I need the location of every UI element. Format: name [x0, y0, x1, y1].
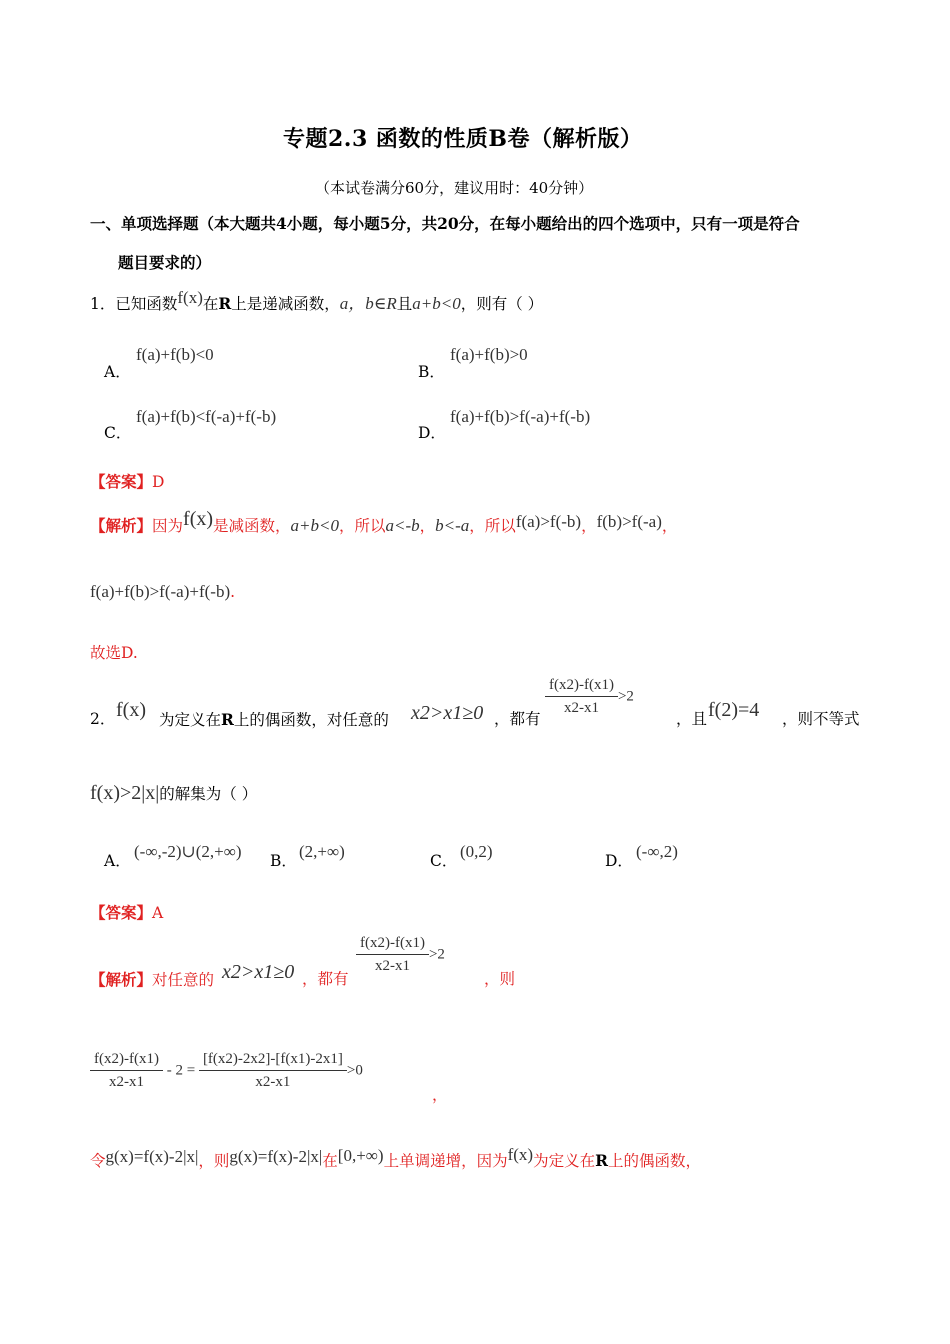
analysis-2-line3: 令g(x)=f(x)-2|x|，则g(x)=f(x)-2|x|在[0,+∞)上单调递增，因为f(x)为定义在R上的偶函数， [90, 1145, 701, 1170]
option-d: f(a)+f(b)>f(-a)+f(-b) [450, 407, 591, 426]
option-b: f(a)+f(b)>0 [450, 345, 528, 364]
question-2-number: 2． [90, 710, 116, 728]
answer-tag: 【答案】 [90, 472, 153, 491]
section-heading: 一、单项选择题（本大题共4小题，每小题5分，共20分，在每小题给出的四个选项中，只有一项是符合 [90, 214, 800, 233]
analysis-1-line2: f(a)+f(b)>f(-a)+f(-b). [90, 582, 236, 601]
q2-option-a: (-∞,-2)∪(2,+∞) [134, 842, 242, 861]
equation-comma: ， [432, 1086, 448, 1104]
question-2-stem-2: ，都有 [494, 710, 541, 728]
math-fx: f(x) [116, 699, 146, 721]
option-c: f(a)+f(b)<f(-a)+f(-b) [136, 407, 277, 426]
q2-option-c: (0,2) [460, 842, 493, 861]
equation-transform: $\frac{f(x2)-f(x1)}{x2-x1}$ - 2 = $\frac{[f(x2)-2x2]-[f(x1)-2x1]}{x2-x1}$ >0 [90, 1052, 363, 1090]
difference-quotient: $\frac{f(x2)-f(x1)}{x2-x1}$ >2 [356, 936, 445, 974]
math-f2: f(2)=4 [708, 699, 760, 721]
q2-option-d: (-∞,2) [636, 842, 678, 861]
answer-tag: 【答案】 [90, 903, 153, 922]
math-condition: a+b<0 [412, 294, 461, 313]
question-2-inequality: f(x)>2|x|的解集为（ ） [90, 782, 258, 804]
page-title: 专题2.3 函数的性质B卷（解析版） [283, 126, 643, 152]
analysis-1-line1: 【解析】因为f(x)是减函数，a+b<0，所以a<-b，b<-a，所以f(a)>f(-b)，f(b)>f(-a)， [90, 508, 678, 535]
analysis-2-line1: 【解析】对任意的 [90, 970, 215, 989]
math-ab-in-R: a，b∈R [339, 294, 397, 313]
option-a: f(a)+f(b)<0 [136, 345, 214, 364]
option-d-label: D． [418, 424, 446, 442]
answer-1 [90, 474, 164, 491]
q2-option-d-label: D． [605, 852, 633, 870]
page-subtitle: （本试卷满分60分，建议用时：40分钟） [315, 179, 594, 197]
answer-2 [90, 905, 163, 922]
answer-value: A [152, 904, 164, 922]
math-x2-gt-x1: x2>x1≥0 [411, 702, 484, 724]
difference-quotient: $\frac{f(x2)-f(x1)}{x2-x1}$ >2 [545, 678, 634, 716]
question-number: 1． [90, 295, 116, 313]
option-b-label: B． [418, 363, 445, 381]
math-fx: f(x) [177, 288, 203, 307]
option-c-label: C． [104, 424, 132, 442]
analysis-1-conclusion: 故选D. [90, 644, 138, 662]
section-heading-cont: 题目要求的） [118, 253, 212, 272]
analysis-2-text: ，都有 [302, 970, 349, 988]
question-2-stem-3: ，且 [676, 710, 708, 728]
math-x2-gt-x1: x2>x1≥0 [222, 961, 295, 983]
analysis-2-text-2: ，则 [484, 970, 516, 988]
q2-option-b: (2,+∞) [299, 842, 345, 861]
answer-value: D [152, 473, 165, 491]
question-2-stem-4: ，则不等式 [782, 710, 860, 728]
question-1-stem: 1．已知函数f(x)在R上是递减函数，a，b∈R且a+b<0，则有（ ） [90, 288, 544, 313]
q2-option-a-label: A． [104, 852, 131, 870]
option-a-label: A． [104, 363, 131, 381]
question-2-stem: 为定义在R上的偶函数，对任意的 [159, 710, 389, 729]
q2-option-b-label: B． [270, 852, 297, 870]
q2-option-c-label: C． [430, 852, 458, 870]
